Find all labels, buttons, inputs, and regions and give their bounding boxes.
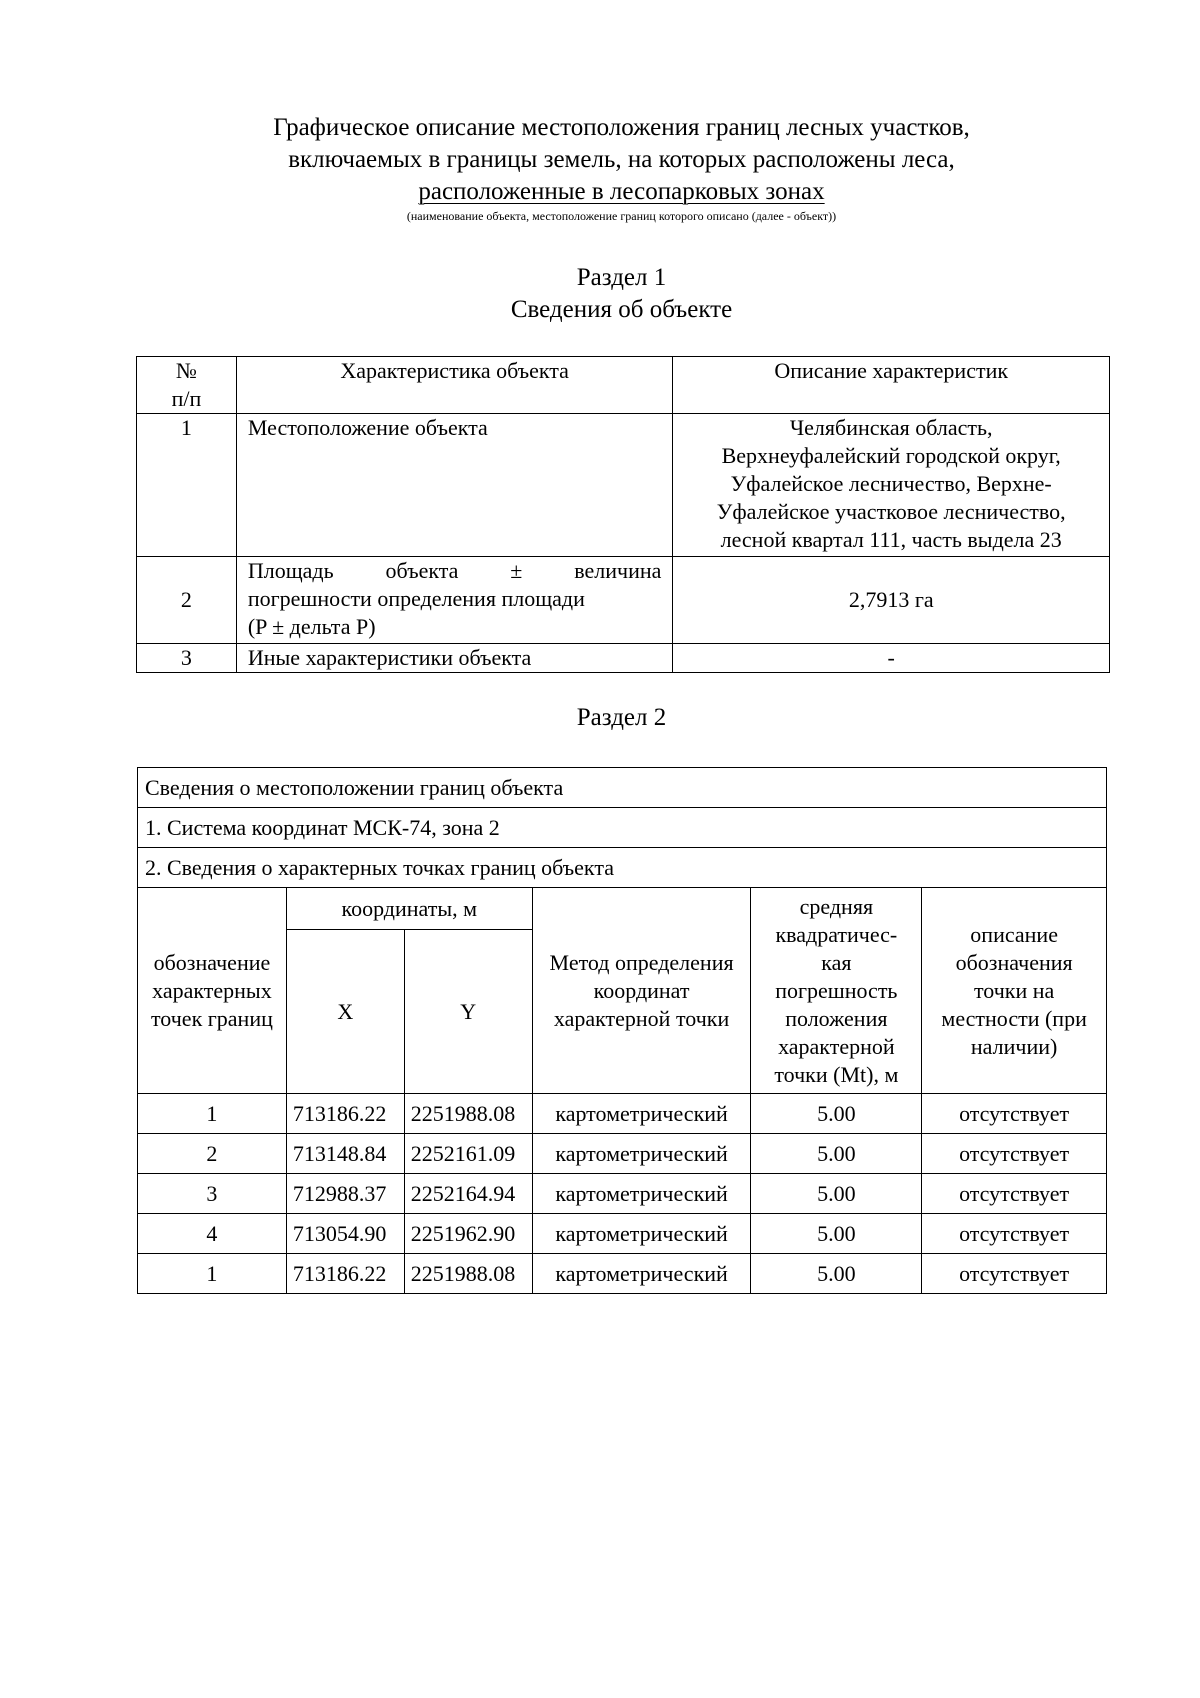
section2-heading: Раздел 2 [576, 704, 667, 731]
table-row [138, 1134, 1107, 1174]
label-line: погрешности определения площади [247, 586, 585, 611]
table-row [137, 557, 1110, 644]
value-line: Верхнеуфалейский городской округ, [721, 443, 1061, 468]
header-line: наличии) [970, 1033, 1058, 1059]
header-num [137, 357, 237, 414]
header-y: Y [404, 930, 532, 1094]
row-value: 2,7913 га [673, 557, 1110, 644]
title-line-3: расположенные в лесопарковых зонах [418, 178, 825, 205]
header-line: характерной [778, 1033, 895, 1059]
info-row [138, 808, 1107, 848]
point-id: 3 [138, 1174, 287, 1214]
point-y: 2251988.08 [404, 1254, 532, 1294]
point-x: 712988.37 [286, 1174, 404, 1214]
point-desc: отсутствует [922, 1094, 1107, 1134]
info-row [138, 768, 1107, 808]
point-id: 1 [138, 1254, 287, 1294]
points-info-row: 2. Сведения о характерных точках границ объекта [138, 848, 1107, 888]
header-line: положения [785, 1005, 888, 1031]
row-num: 2 [137, 557, 237, 644]
table-header-row [138, 888, 1107, 930]
point-x: 713186.22 [286, 1254, 404, 1294]
header-characteristic: Характеристика объекта [236, 357, 673, 414]
label-line: Площадь объекта ± величина [247, 558, 662, 583]
header-error [751, 888, 922, 1094]
header-point [138, 888, 287, 1094]
value-line: лесной квартал 111, часть выдела 23 [720, 527, 1062, 552]
object-info-table [136, 356, 1110, 673]
header-line: точки на [973, 977, 1055, 1003]
header-line: точек границ [150, 1005, 273, 1031]
title-line-2: включаемых в границы земель, на которых расположены леса, [288, 146, 955, 173]
header-method [532, 888, 751, 1094]
header-line: квадратичес- [775, 921, 898, 947]
header-num-line2: п/п [171, 386, 202, 411]
header-x: X [286, 930, 404, 1094]
document-title [0, 112, 1200, 224]
header-line: точки (Mt), м [774, 1061, 899, 1087]
row-label [236, 557, 673, 644]
header-line: кая [821, 949, 852, 975]
header-line: погрешность [775, 977, 898, 1003]
header-num-line1: № [175, 358, 197, 383]
value-line: Уфалейское лесничество, Верхне- [730, 471, 1052, 496]
point-y: 2251988.08 [404, 1094, 532, 1134]
row-value [673, 414, 1110, 557]
table-row [138, 1214, 1107, 1254]
header-line: местности (при [941, 1005, 1087, 1031]
row-label: Местоположение объекта [236, 414, 673, 557]
table-row [137, 414, 1110, 557]
point-mt: 5.00 [751, 1214, 922, 1254]
point-y: 2251962.90 [404, 1214, 532, 1254]
row-value: - [673, 644, 1110, 673]
header-line: описание [970, 921, 1058, 947]
section1-heading: Раздел 1 [576, 264, 667, 291]
point-desc: отсутствует [922, 1174, 1107, 1214]
point-x: 713186.22 [286, 1094, 404, 1134]
title-note: (наименование объекта, местоположение границ которого описано (далее - объект)) [406, 209, 837, 223]
header-line: средняя [799, 893, 874, 919]
row-label: Иные характеристики объекта [236, 644, 673, 673]
point-mt: 5.00 [751, 1094, 922, 1134]
point-method: картометрический [532, 1214, 751, 1254]
point-desc: отсутствует [922, 1214, 1107, 1254]
point-id: 4 [138, 1214, 287, 1254]
header-coords: координаты, м [286, 888, 532, 930]
table-row [138, 1094, 1107, 1134]
table-row [137, 644, 1110, 673]
point-id: 1 [138, 1094, 287, 1134]
header-line: характерной точки [553, 1005, 730, 1031]
header-line: Метод определения [549, 949, 734, 975]
coordinate-system-row: 1. Система координат МСК-74, зона 2 [138, 808, 1107, 848]
point-method: картометрический [532, 1094, 751, 1134]
label-line: (P ± дельта P) [247, 614, 376, 639]
point-method: картометрический [532, 1134, 751, 1174]
boundary-info-row: Сведения о местоположении границ объекта [138, 768, 1107, 808]
table-row [138, 1254, 1107, 1294]
point-x: 713054.90 [286, 1214, 404, 1254]
row-num: 1 [137, 414, 237, 557]
point-y: 2252164.94 [404, 1174, 532, 1214]
header-line: характерных [152, 977, 272, 1003]
header-description: Описание характеристик [673, 357, 1110, 414]
header-desc [922, 888, 1107, 1094]
row-num: 3 [137, 644, 237, 673]
title-line-1: Графическое описание местоположения границ лесных участков, [273, 114, 970, 141]
point-mt: 5.00 [751, 1254, 922, 1294]
point-y: 2252161.09 [404, 1134, 532, 1174]
table-header-row [137, 357, 1110, 414]
table-row [138, 1174, 1107, 1214]
point-x: 713148.84 [286, 1134, 404, 1174]
point-mt: 5.00 [751, 1174, 922, 1214]
section1-subheading: Сведения об объекте [510, 296, 733, 323]
point-method: картометрический [532, 1174, 751, 1214]
header-line: обозначение [153, 949, 271, 975]
point-mt: 5.00 [751, 1134, 922, 1174]
point-desc: отсутствует [922, 1134, 1107, 1174]
value-line: Челябинская область, [789, 415, 993, 440]
point-id: 2 [138, 1134, 287, 1174]
header-line: координат [593, 977, 690, 1003]
info-row [138, 848, 1107, 888]
boundary-points-table [137, 767, 1107, 1294]
point-method: картометрический [532, 1254, 751, 1294]
header-line: обозначения [955, 949, 1073, 975]
point-desc: отсутствует [922, 1254, 1107, 1294]
value-line: Уфалейское участковое лесничество, [716, 499, 1066, 524]
